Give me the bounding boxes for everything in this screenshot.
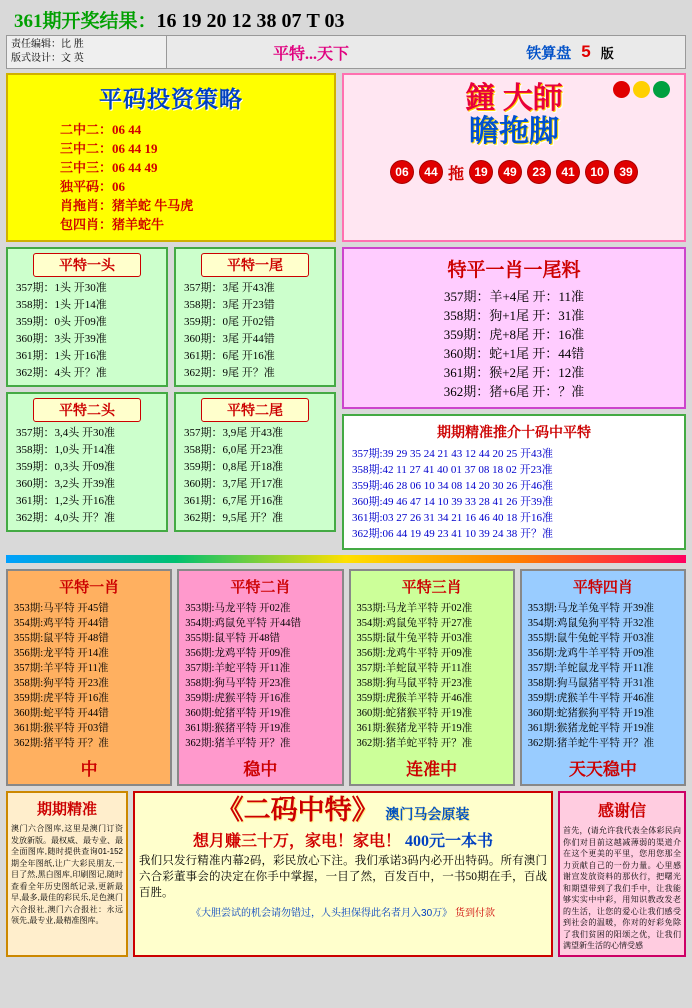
special-panel (342, 247, 686, 409)
column-row: 361期:猴平特 开03错 (14, 723, 109, 734)
box-title: 平特一头 (33, 253, 141, 277)
box-row: 362期：9尾 开？准 (184, 367, 275, 379)
ad-subtitle-b: 400元一本书 (405, 833, 494, 850)
special-row: 361期：猴+2尾 开：12准 (443, 365, 585, 380)
master-panel (342, 73, 686, 242)
box-pingte-yitou (6, 247, 168, 387)
recommend-row: 362期:06 44 19 49 23 41 10 39 24 38 开？准 (352, 528, 554, 540)
ball: 49 (498, 160, 522, 184)
subbar-right (455, 36, 685, 68)
column-row: 353期:马龙平特 开02准 (185, 603, 291, 614)
box-row: 358期：1头 开14准 (16, 299, 107, 311)
column-row: 357期:羊蛇鼠龙平特 开11准 (527, 663, 654, 674)
column-row: 355期:鼠平特 开48错 (14, 633, 109, 644)
column-row: 360期:蛇猪猴平特 开19准 (356, 708, 473, 719)
header-subbar (6, 35, 686, 69)
special-row: 357期：羊+4尾 开：11准 (443, 289, 585, 304)
column-row: 362期:猪平特 开？准 (14, 738, 109, 749)
special-row: 360期：蛇+1尾 开：44错 (443, 346, 585, 361)
box-row: 361期：1头 开16准 (16, 350, 107, 362)
ad-body: 我们只发行精准内幕2码，彩民放心下注。我们承诺3码内必开出特码。所有澳门六合彩董事会的决定在你手中掌握，一目了然，百发百中，一书50期在手，百战百胜。 (139, 855, 547, 899)
special-title: 特平一肖一尾料 (447, 260, 581, 281)
box-row: 358期：6,0尾 开23准 (184, 444, 283, 456)
head-tail-row-1 (6, 247, 336, 387)
box-row: 359期：0头 开09准 (16, 316, 107, 328)
master-title-a: 鐘 (465, 82, 496, 115)
bottom-right-body: 首先，(请允许我代表全体彩民向你们对目前这越减薄弱的渠道介在这个更美的平里，您用您那全力贡献自己的一份力量。心里感谢宣发放资料的那伙行，把曙光和期望带到了我们手中，让我能够实实中中彩，用知识教改发老的生活，让您的爱心让我们感受到社会的温暖，你对的好彩免除了我们贫困的阳颂之优，让我们满望新生活的心情受感 (563, 826, 681, 950)
column-footer: 稳中 (243, 760, 278, 779)
column-title: 平特三肖 (401, 580, 462, 596)
column-row: 357期:羊平特 开11准 (14, 663, 109, 674)
recommend-row: 360期:49 46 47 14 10 39 33 28 41 26 开39准 (352, 496, 554, 508)
box-row: 360期：3尾 开44错 (184, 333, 275, 345)
box-row: 359期：0,3头 开09准 (16, 461, 115, 473)
column-row: 355期:鼠牛兔平特 开03准 (356, 633, 473, 644)
column-footer: 中 (80, 760, 98, 779)
column-footer: 天天稳中 (568, 760, 637, 779)
recommend-row: 361期:03 27 26 31 34 21 16 46 40 18 开16准 (352, 512, 554, 524)
strategy-panel (6, 73, 336, 242)
ball: 44 (419, 160, 443, 184)
column-row: 354期:鸡鼠兔平特 开27准 (356, 618, 473, 629)
special-row: 359期：虎+8尾 开：16准 (443, 327, 585, 342)
decorative-dots (610, 81, 670, 103)
subbar-right-title: 铁算盘 (526, 45, 572, 62)
column-row: 361期:猴猪平特 开19准 (185, 723, 291, 734)
box-row: 360期：3头 开39准 (16, 333, 107, 345)
box-row: 358期：3尾 开23错 (184, 299, 275, 311)
column-row: 354期:鸡鼠免平特 开44错 (185, 618, 302, 629)
ad-subtitle-a: 想月赚三十万，家电！家电！ (192, 833, 401, 850)
ball: 10 (585, 160, 609, 184)
special-row: 362期：猪+6尾 开：？准 (443, 384, 585, 399)
ball: 19 (469, 160, 493, 184)
ad-title-row (139, 795, 547, 831)
subbar-center-title: 平特...天下 (272, 45, 349, 63)
headline-prefix: 361期开奖结果： (14, 11, 157, 32)
column-row: 359期:虎猴羊牛平特 开46准 (527, 693, 655, 704)
box-row: 357期：3尾 开43准 (184, 282, 275, 294)
ball: 41 (556, 160, 580, 184)
credit-designer: 版式设计：文 英 (11, 53, 84, 64)
strategy-line: 包四肖：猪羊蛇牛 (60, 217, 165, 232)
box-row: 360期：3,2头 开39准 (16, 478, 115, 490)
recommend-panel (342, 414, 686, 550)
column-row: 354期:鸡鼠兔狗平特 开32准 (527, 618, 655, 629)
recommend-row: 358期:42 11 27 41 40 01 37 08 18 02 开23准 (352, 464, 553, 476)
middle-right-column (342, 247, 686, 550)
column-row: 358期:狗马鼠平特 开23准 (356, 678, 473, 689)
column-row: 353期:马龙羊兔平特 开39准 (527, 603, 655, 614)
ad-footer (139, 904, 547, 919)
box-pingte-erwei (174, 392, 336, 532)
strategy-title: 平码投资策略 (99, 87, 243, 112)
strategy-line: 三中三：06 44 49 (60, 160, 158, 175)
box-title: 平特一尾 (201, 253, 309, 277)
box-row: 357期：3,9尾 开43准 (184, 427, 283, 439)
recommend-row: 357期:39 29 35 24 21 43 12 44 20 25 开43准 (352, 448, 554, 460)
column-row: 354期:鸡平特 开44错 (14, 618, 109, 629)
box-row: 362期：4头 开？准 (16, 367, 107, 379)
bottom-left-body: 澳门六合图库,这里是澳门订资发放新版。最权威、最专业、最全面图库,随时提供查询01-152期全年图纸,让广大彩民朋友,一目了然,黑白图库,印刷图记,随时查看全年历史图纸记录,更新最早,最多,最佳的彩民乐,足色澳门六合报社,澳门六合报社：永远领先,最专业,最精准图库。 (11, 824, 123, 925)
bottom-left-title: 期期精准 (36, 802, 97, 818)
strategy-line: 独平码：06 (60, 179, 126, 194)
box-row: 357期：3,4头 开30准 (16, 427, 115, 439)
box-row: 359期：0,8尾 开18准 (184, 461, 283, 473)
column-row: 362期:猪羊蛇平特 开？准 (356, 738, 473, 749)
column-row: 359期:虎猴平特 开16准 (185, 693, 291, 704)
column-row: 358期:狗平特 开23准 (14, 678, 109, 689)
column-row: 356期:龙鸡平特 开09准 (185, 648, 291, 659)
bottom-center-ad (133, 791, 553, 957)
ball: 23 (527, 160, 551, 184)
column-row: 355期:鼠平特 开48错 (185, 633, 281, 644)
ball: 06 (390, 160, 414, 184)
column-row: 356期:龙鸡牛羊平特 开09准 (527, 648, 655, 659)
column-pingte-sanxiao (349, 569, 515, 786)
column-row: 362期:猪羊蛇牛平特 开？准 (527, 738, 655, 749)
column-row: 355期:鼠牛兔蛇平特 开03准 (527, 633, 655, 644)
rainbow-divider (6, 555, 686, 563)
bottom-left-panel (6, 791, 128, 957)
column-title: 平特一肖 (59, 580, 120, 596)
column-footer: 连准中 (406, 760, 458, 779)
box-row: 358期：1,0头 开14准 (16, 444, 115, 456)
top-row (6, 73, 686, 242)
box-title: 平特二尾 (201, 398, 309, 422)
box-row: 362期：4,0头 开？准 (16, 512, 115, 524)
strategy-line: 三中二：06 44 19 (60, 141, 158, 156)
recommend-row: 359期:46 28 06 10 34 08 14 20 30 26 开46准 (352, 480, 554, 492)
credits-block (7, 36, 167, 68)
column-row: 353期:马平特 开45错 (14, 603, 109, 614)
ad-title-small-top: 澳门马会原装 (385, 808, 470, 823)
middle-left-column (6, 247, 336, 550)
box-pingte-ertou (6, 392, 168, 532)
bottom-right-panel (558, 791, 686, 957)
column-row: 353期:马龙羊平特 开02准 (356, 603, 473, 614)
subbar-edition-label: 版 (600, 45, 614, 61)
column-row: 361期:猴猪龙平特 开19准 (356, 723, 473, 734)
column-row: 357期:羊蛇平特 开11准 (185, 663, 291, 674)
ad-footer-right: 货到付款 (454, 908, 495, 919)
middle-row (6, 247, 686, 550)
column-row: 362期:猪羊平特 开？准 (185, 738, 291, 749)
column-title: 平特四肖 (572, 580, 633, 596)
ad-title: 《二码中特》 (216, 795, 379, 825)
column-row: 359期:虎平特 开16准 (14, 693, 109, 704)
strategy-line: 肖拖肖：猪羊蛇 牛马虎 (60, 198, 194, 213)
ad-footer-left: 《大胆尝试的机会请勿错过，人头担保得此名者月入30万》 (191, 908, 453, 919)
column-row: 359期:虎猴羊平特 开46准 (356, 693, 473, 704)
column-row: 361期:猴猪龙蛇平特 开19准 (527, 723, 655, 734)
box-row: 361期：6,7尾 开16准 (184, 495, 283, 507)
column-pingte-sixiao (520, 569, 686, 786)
ball: 39 (614, 160, 638, 184)
column-row: 356期:龙平特 开14准 (14, 648, 109, 659)
column-row: 356期:龙鸡牛平特 开09准 (356, 648, 473, 659)
column-title: 平特二肖 (230, 580, 291, 596)
bottom-right-title: 感谢信 (597, 803, 646, 820)
head-tail-row-2 (6, 392, 336, 532)
special-row: 358期：狗+1尾 开：31准 (443, 308, 585, 323)
ad-subtitle-row (139, 831, 547, 853)
four-column-row (6, 569, 686, 786)
box-row: 361期：1,2头 开16准 (16, 495, 115, 507)
column-row: 360期:蛇平特 开44错 (14, 708, 109, 719)
strategy-line: 二中二：06 44 (60, 122, 142, 137)
column-row: 358期:狗马平特 开23准 (185, 678, 291, 689)
master-title-b: 大師 (502, 82, 563, 115)
box-pingte-yiwei (174, 247, 336, 387)
recommend-title: 期期精准推介十码中平特 (437, 426, 591, 441)
subbar-edition-number: 5 (581, 42, 591, 61)
box-row: 360期：3,7尾 开17准 (184, 478, 283, 490)
master-title-row2: 瞻拖脚 (469, 115, 559, 148)
column-pingte-yixiao (6, 569, 172, 786)
page-headline (6, 4, 686, 35)
column-pingte-erxiao (177, 569, 343, 786)
bottom-row (6, 791, 686, 957)
column-row: 357期:羊蛇鼠平特 开11准 (356, 663, 472, 674)
headline-numbers: 16 19 20 12 38 07 T 03 (156, 10, 345, 32)
credit-editor: 责任编辑：比 胜 (11, 39, 84, 50)
box-row: 359期：0尾 开02错 (184, 316, 275, 328)
column-row: 360期:蛇猪平特 开19准 (185, 708, 291, 719)
master-balls (347, 160, 681, 184)
box-row: 362期：9,5尾 开？准 (184, 512, 283, 524)
column-row: 358期:狗马鼠猪平特 开31准 (527, 678, 655, 689)
ball-label-tuo: 拖 (447, 165, 464, 183)
box-row: 357期：1头 开30准 (16, 282, 107, 294)
column-row: 360期:蛇猪猴狗平特 开19准 (527, 708, 655, 719)
box-row: 361期：6尾 开16准 (184, 350, 275, 362)
box-title: 平特二头 (33, 398, 141, 422)
